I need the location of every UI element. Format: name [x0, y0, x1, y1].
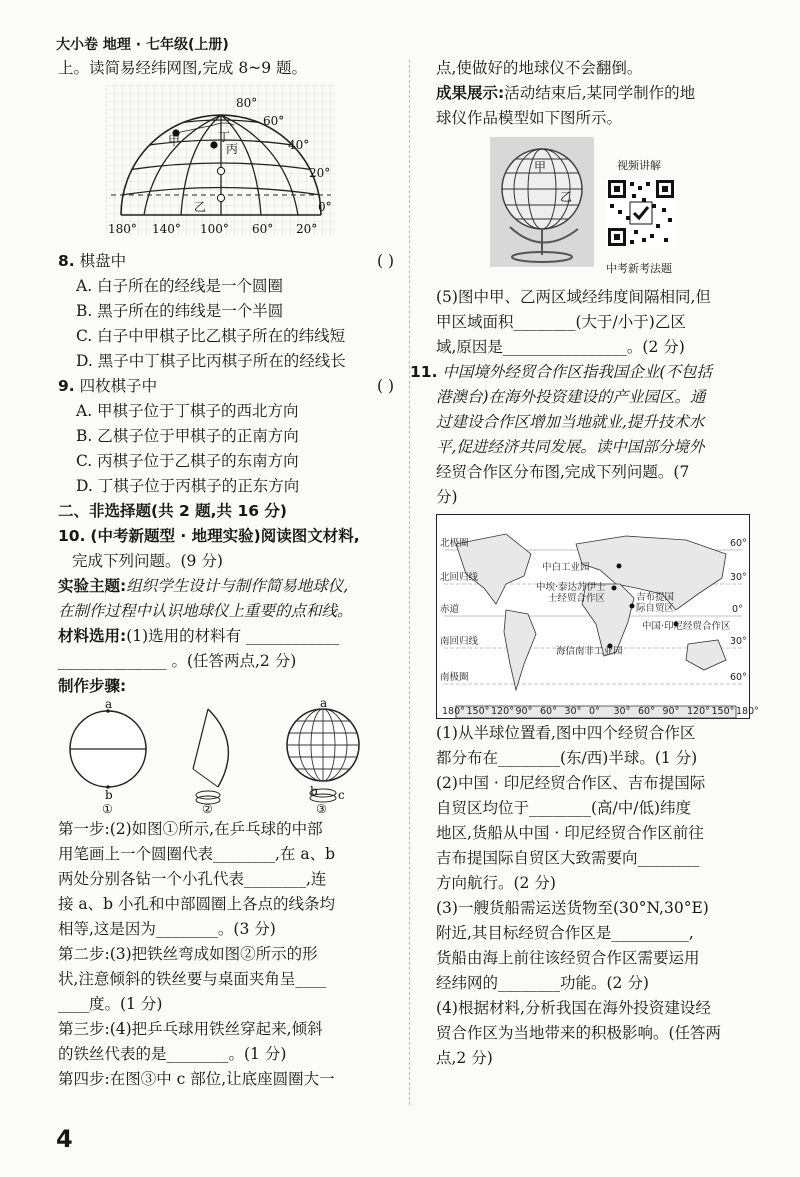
lon-100-label: 100°: [200, 222, 229, 236]
theme-text-1: 组织学生设计与制作简易地球仪,: [126, 577, 349, 595]
q9-option-a[interactable]: A. 甲棋子位于丁棋子的西北方向: [76, 402, 299, 420]
qr-block[interactable]: [602, 153, 676, 281]
q11-4-line-1: (4)根据材料,分析我国在海外投资建设经: [436, 999, 711, 1017]
step1-line-5[interactable]: 相等,这是因为________。(3 分): [58, 920, 276, 938]
piece-bing: [217, 167, 224, 174]
map-lon-label: 60°: [638, 706, 655, 717]
lat-80-label: 80°: [236, 96, 258, 110]
q11-1-line-2[interactable]: 都分布在________(东/西)半球。(1 分): [436, 749, 698, 767]
q11-3-line-1: (3)一艘货船需运送货物至(30°N,30°E): [436, 899, 709, 917]
label-jia: 甲: [168, 134, 181, 148]
globe-photo: [490, 137, 594, 267]
fig2-number: ②: [202, 802, 213, 816]
zhongbai-marker: [617, 564, 622, 569]
q11-2-line-2[interactable]: 自贸区均位于________(高/中/低)纬度: [436, 799, 692, 817]
qr-bottom-label: 中考新考法题: [606, 262, 672, 275]
map-lon-label: 90°: [515, 706, 533, 717]
qr-code-icon[interactable]: [606, 178, 676, 248]
tropic-capricorn-label: 南回归线: [440, 636, 479, 647]
q10-5-line-1: (5)图中甲、乙两区域经纬度间隔相同,但: [436, 288, 711, 306]
q8-option-a[interactable]: A. 白子所在的经线是一个圆圈: [76, 277, 284, 295]
q11-4-line-3: 点,2 分): [436, 1049, 493, 1067]
photo-label-yi: 乙: [560, 190, 573, 204]
lat-30n-label: 30°: [730, 572, 747, 583]
q9-option-d[interactable]: D. 丁棋子位于丙棋子的正东方向: [76, 477, 300, 495]
lon-60-label: 60°: [252, 222, 274, 236]
q9-answer-paren[interactable]: ( ): [376, 377, 394, 395]
right-column: [410, 56, 759, 1071]
lon-140-label: 140°: [152, 222, 181, 236]
q11-2-line-1: (2)中国 · 印尼经贸合作区、吉布提国际: [436, 774, 706, 792]
map-lon-label: 0°: [589, 706, 600, 717]
q8-stem: 棋盘中: [79, 252, 127, 270]
page-number: 4: [56, 1125, 73, 1153]
section-heading: 二、非选择题(共 2 题,共 16 分): [58, 502, 287, 520]
step1-line-2[interactable]: 用笔画上一个圆圈代表________,在 a、b: [58, 845, 336, 863]
intro-text: 上。读简易经纬网图,完成 8~9 题。: [58, 59, 307, 77]
theme-label: 实验主题:: [58, 577, 127, 595]
step4-line-1: 第四步:在图③中 c 部位,让底座圆圈大一: [58, 1070, 335, 1088]
q11-line-5: 经贸合作区分布图,完成下列问题。(7: [436, 463, 690, 481]
lon-180-label: 180°: [108, 222, 137, 236]
lon-20-label: 20°: [296, 222, 318, 236]
map-lon-label: 30°: [613, 706, 631, 717]
q11-2-line-4[interactable]: 吉布提国际自贸区大致需要向________: [436, 849, 700, 867]
step3-line-1: 第三步:(4)把乒乓球用铁丝穿起来,倾斜: [58, 1020, 323, 1038]
photo-label-jia: 甲: [534, 160, 547, 174]
step2-line-3[interactable]: ____度。(1 分): [58, 995, 163, 1013]
q10-5-line-3[interactable]: 域,原因是________________。(2 分): [436, 338, 685, 356]
zhonge-marker: [612, 586, 617, 591]
arctic-circle-label: 北极圈: [440, 538, 469, 549]
q11-number: 11.: [410, 363, 438, 381]
map-lon-label: 120°: [687, 706, 710, 717]
jibuti-label-2: 际自贸区: [636, 603, 675, 614]
q10-5-line-2[interactable]: 甲区域面积________(大于/小于)乙区: [436, 313, 686, 331]
piece-yi: [217, 194, 224, 201]
q10-line1: (中考新题型 · 地理实验)阅读图文材料,: [90, 527, 360, 545]
label-yi: 乙: [194, 200, 207, 214]
lat-40-label: 40°: [288, 138, 310, 152]
q11-3-line-3: 货船由海上前往该经贸合作区需要运用: [436, 949, 700, 967]
q8-number: 8.: [58, 252, 75, 270]
step2-line-2[interactable]: 状,注意倾斜的铁丝要与桌面夹角呈____: [58, 970, 327, 988]
graticule-figure: [106, 85, 336, 245]
q11-4-line-2: 贸合作区为当地带来的积极影响。(任答两: [436, 1024, 722, 1042]
step1-line-1: 第一步:(2)如图①所示,在乒乓球的中部: [58, 820, 323, 838]
zhonge-label: 中埃·泰达苏伊士: [536, 582, 606, 593]
haixin-label: 海信南非工业园: [556, 646, 623, 657]
q10-number: 10.: [58, 527, 86, 545]
map-lon-label: 60°: [540, 706, 557, 717]
label-ding: 丁: [218, 130, 231, 144]
steps-label: 制作步骤:: [58, 677, 127, 695]
q8-answer-paren[interactable]: ( ): [376, 252, 394, 270]
step3-line-2[interactable]: 的铁丝代表的是________。(1 分): [58, 1045, 287, 1063]
map-lon-label: 180°: [442, 706, 465, 717]
tropic-cancer-label: 北回归线: [440, 572, 479, 583]
q11-line-6: 分): [436, 488, 458, 506]
fig3-number: ③: [316, 802, 327, 816]
q11-2-line-3: 地区,货船从中国 · 印尼经贸合作区前往: [436, 824, 704, 842]
material-end: 。(任答两点,2 分): [171, 652, 297, 670]
fig3-label-a: a: [320, 696, 328, 710]
fig1-label-a: a: [105, 697, 113, 711]
lat-60s-label: 60°: [730, 672, 747, 683]
lat-30s-label: 30°: [730, 636, 747, 647]
map-lon-label: 150°: [711, 706, 735, 717]
qr-top-label: 视频讲解: [617, 159, 661, 172]
result-text-2: 球仪作品模型如下图所示。: [436, 109, 623, 127]
fig3-label-b: b: [310, 784, 318, 798]
lat-60-label: 60°: [263, 114, 285, 128]
result-label: 成果展示:: [436, 84, 505, 102]
zhongbai-label: 中白工业园: [542, 562, 590, 573]
world-map: [436, 514, 759, 719]
q9-stem: 四枚棋子中: [79, 377, 158, 395]
step1-line-4: 接 a、b 小孔和中部圆圈上各点的线条均: [58, 895, 336, 913]
q11-line-3: 过建设合作区增加当地就业,提升技术水: [436, 413, 705, 431]
material-blank-1[interactable]: ____________: [241, 627, 340, 645]
column-divider: [409, 60, 410, 1105]
material-blank-2[interactable]: ______________: [58, 652, 172, 670]
fig1-number: ①: [102, 802, 113, 816]
q8-row: [58, 249, 394, 274]
q11-3-line-4[interactable]: 经纬网的________功能。(2 分): [436, 974, 649, 992]
label-bing: 丙: [226, 142, 239, 156]
piece-ding: [210, 141, 217, 148]
q9-number: 9.: [58, 377, 75, 395]
steps-figure: [58, 696, 388, 817]
fig3-label-c: c: [338, 788, 345, 802]
equator-label: 赤道: [440, 604, 460, 615]
step1-line-3[interactable]: 两处分别各钻一个小孔代表________,连: [58, 870, 327, 888]
map-lon-label: 180°: [736, 706, 759, 717]
q11-line-1: 中国境外经贸合作区指我国企业(不包括: [442, 363, 712, 381]
lat-0-map-label: 0°: [732, 604, 743, 615]
q8-option-c[interactable]: C. 白子中甲棋子比乙棋子所在的纬线短: [76, 327, 346, 345]
photo-qr-row: [490, 137, 754, 281]
theme-text-2: 在制作过程中认识地球仪上重要的点和线。: [58, 602, 353, 620]
running-header: 大小卷 地理 · 七年级(上册): [56, 37, 229, 53]
jibuti-marker: [630, 604, 635, 609]
zhonge-label-2: 士经贸合作区: [548, 593, 606, 604]
map-lon-label: 90°: [662, 706, 680, 717]
antarctic-circle-label: 南极圈: [440, 672, 469, 683]
q9-option-c[interactable]: C. 丙棋子位于乙棋子的东南方向: [76, 452, 299, 470]
q11-line-4: 平,促进经济共同发展。读中国部分境外: [436, 438, 705, 456]
material-label: 材料选用:: [58, 627, 127, 645]
fig1-label-b: b: [105, 788, 113, 802]
q11-line-2: 港澳台)在海外投资建设的产业园区。通: [436, 388, 706, 406]
zhongyin-label: 中国·印尼经贸合作区: [642, 621, 731, 632]
q8-option-d[interactable]: D. 黑子中丁棋子比丙棋子所在的经线长: [76, 352, 346, 370]
q9-row: [58, 374, 394, 399]
lat-0-label: 0°: [318, 200, 332, 214]
q11-2-line-5: 方向航行。(2 分): [436, 874, 556, 892]
result-text-1: 活动结束后,某同学制作的地: [504, 84, 696, 102]
q11-1-line-1: (1)从半球位置看,图中四个经贸合作区: [436, 724, 696, 742]
material-text: (1)选用的材料有: [126, 627, 242, 645]
map-lon-label: 150°: [466, 706, 490, 717]
q8-option-b[interactable]: B. 黑子所在的纬线是一个半圆: [76, 302, 284, 320]
lat-60n-label: 60°: [730, 538, 747, 549]
map-lon-label: 120°: [491, 706, 514, 717]
lat-20-label: 20°: [309, 166, 331, 180]
step4-continued: 点,使做好的地球仪不会翻倒。: [436, 59, 643, 77]
step2-line-1: 第二步:(3)把铁丝弯成如图②所示的形: [58, 945, 318, 963]
map-lon-label: 30°: [564, 706, 582, 717]
q9-option-b[interactable]: B. 乙棋子位于甲棋子的正南方向: [76, 427, 299, 445]
left-column: [58, 56, 394, 1092]
q10-line2: 完成下列问题。(9 分): [72, 552, 223, 570]
jibuti-label: 吉布提国: [636, 592, 675, 603]
q11-3-line-2[interactable]: 附近,其目标经贸合作区是__________,: [436, 924, 694, 942]
